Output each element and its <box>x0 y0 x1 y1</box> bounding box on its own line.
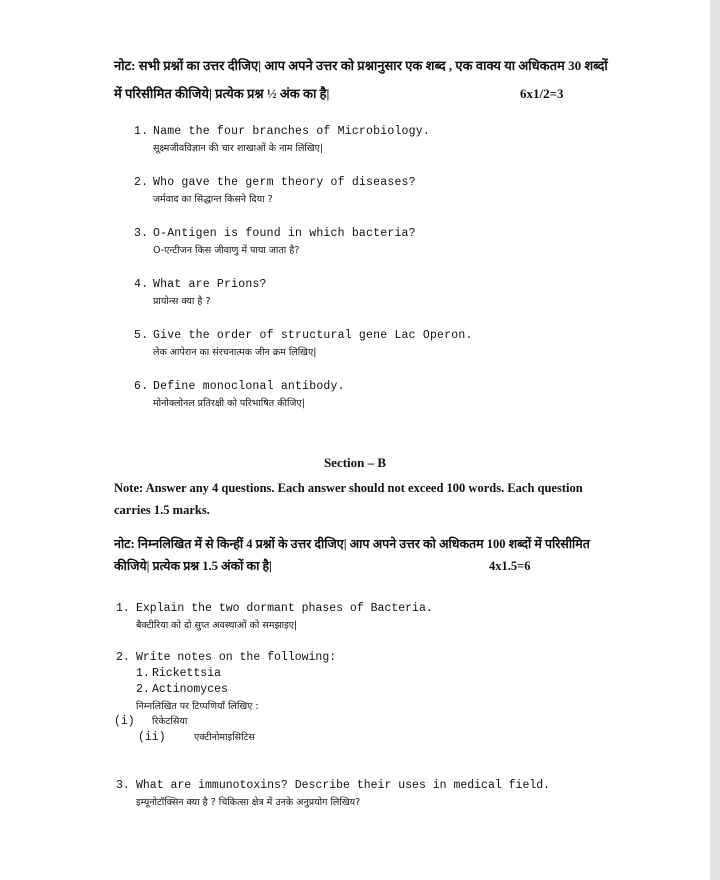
question-number: 3. <box>134 227 149 240</box>
sub-item-text: Actinomyces <box>152 683 228 696</box>
question-item <box>134 278 654 329</box>
page-edge <box>710 0 720 880</box>
question-number: 4. <box>134 278 149 291</box>
question-item <box>134 227 654 278</box>
section-a-note-line1: नोट: सभी प्रश्नों का उत्तर दीजिए| आप अपने उत्तर को प्रश्नानुसार एक शब्द , एक वाक्य या अधिकतम 30 शब्दों <box>114 58 608 73</box>
section-b-question-2 <box>116 651 636 746</box>
section-b-title: Section – B <box>323 455 387 470</box>
question-item <box>134 380 654 431</box>
question-text-en: Write notes on the following: <box>136 651 337 664</box>
question-number: 1. <box>116 602 130 615</box>
section-b-marks: 4x1.5=6 <box>489 559 531 573</box>
question-text-hi: जर्मवाद का सिद्धान्त किसने दिया ? <box>153 194 273 205</box>
section-a-note <box>114 55 614 111</box>
roman-number: (i) <box>114 715 135 728</box>
section-b-question-1 <box>116 602 636 633</box>
question-text-en: Define monoclonal antibody. <box>153 380 345 393</box>
question-number: 3. <box>116 779 130 792</box>
roman-item <box>114 714 636 730</box>
section-b-note-en-line2: carries 1.5 marks. <box>114 503 210 517</box>
question-text-hi: बैक्टीरिया को दो सुप्त अवस्थाओं को समझाइए| <box>136 620 298 631</box>
question-text-hi: सूक्ष्मजीवविज्ञान की चार शाखाओं के नाम लिखिए| <box>153 143 324 154</box>
question-item <box>134 329 654 380</box>
question-text-hi: प्रायोन्स क्या है ? <box>153 296 211 307</box>
question-text-en: Who gave the germ theory of diseases? <box>153 176 416 189</box>
section-b-note-en <box>114 477 614 521</box>
roman-number: (ii) <box>138 731 166 744</box>
question-number: 2. <box>116 651 130 664</box>
question-text-hi: इम्यूनोटॉक्सिन क्या है ? चिकित्सा क्षेत्र में उनके अनुप्रयोग लिखिय? <box>136 797 361 808</box>
sub-item-number: 2. <box>136 683 150 696</box>
roman-text: एक्टीनोमाइसिटिस <box>194 732 255 743</box>
section-b-note-en-line1: Note: Answer any 4 questions. Each answer should not exceed 100 words. Each question <box>114 481 583 495</box>
question-item <box>134 176 654 227</box>
question-item <box>134 125 654 176</box>
sub-item-number: 1. <box>136 667 150 680</box>
section-a-question-list <box>134 125 654 431</box>
roman-item <box>138 730 636 746</box>
question-number: 5. <box>134 329 149 342</box>
question-text-en: What are Prions? <box>153 278 267 291</box>
question-number: 2. <box>134 176 149 189</box>
section-b-note-hi-line2: कीजिये| प्रत्येक प्रश्न 1.5 अंकों का है| <box>114 559 272 573</box>
roman-text: रिकेटसिया <box>152 716 188 727</box>
question-number: 6. <box>134 380 149 393</box>
section-b-note-hi-line1: नोट: निम्नलिखित में से किन्हीं 4 प्रश्नों के उत्तर दीजिए| आप अपने उत्तर को अधिकतम 100 शब्दों में परिसीमित <box>114 537 590 551</box>
section-a-note-line2: में परिसीमित कीजिये| प्रत्येक प्रश्न ½ अंक का है| <box>114 86 330 101</box>
section-a-marks: 6x1/2=3 <box>520 86 564 101</box>
section-b-question-3 <box>116 779 636 810</box>
question-text-en: O-Antigen is found in which bacteria? <box>153 227 416 240</box>
section-b-note-hi <box>114 533 614 577</box>
question-text-en: What are immunotoxins? Describe their uses in medical field. <box>136 779 551 792</box>
question-text-hi: O-एन्टीजन किस जीवाणु में पाया जाता है? <box>153 245 300 256</box>
question-text-en: Name the four branches of Microbiology. <box>153 125 430 138</box>
question-text-hi: लेक आपेरान का संरचनात्मक जीन क्रम लिखिए| <box>153 347 317 358</box>
question-text-hi: मोनोक्लोनल प्रतिरक्षी को परिभाषित कीजिए| <box>153 398 305 409</box>
question-text-hi: निम्नलिखित पर टिप्पणियाँ लिखिए : <box>136 701 259 712</box>
question-number: 1. <box>134 125 149 138</box>
question-text-en: Explain the two dormant phases of Bacteria. <box>136 602 433 615</box>
question-text-en: Give the order of structural gene Lac Operon. <box>153 329 473 342</box>
sub-item-text: Rickettsia <box>152 667 222 680</box>
sub-item <box>116 667 636 683</box>
sub-item <box>116 683 636 699</box>
